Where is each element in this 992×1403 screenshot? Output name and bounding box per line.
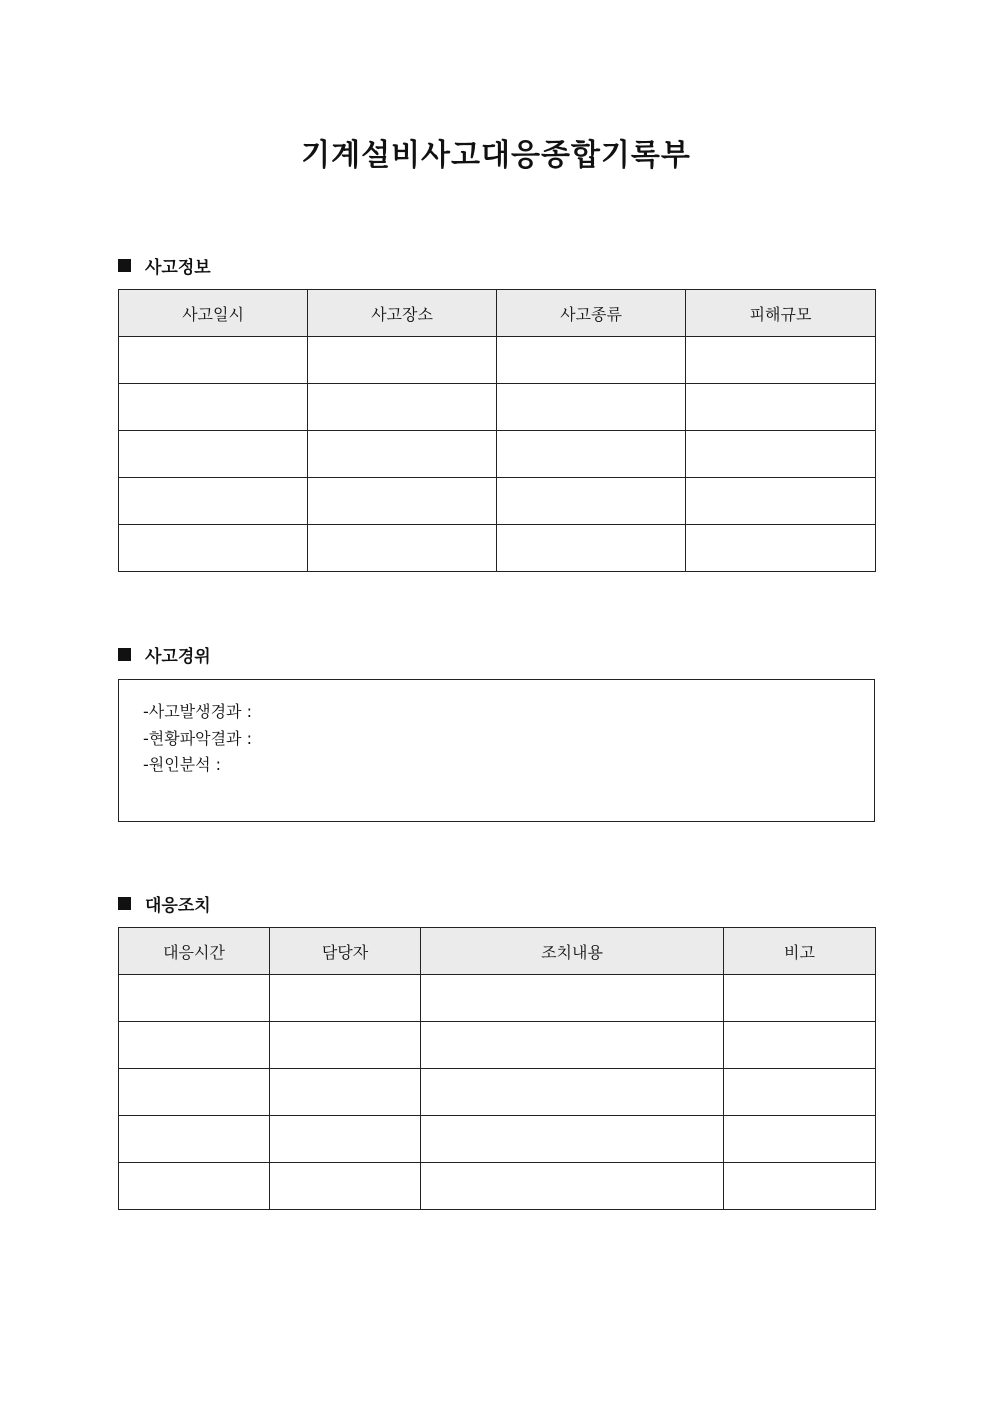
table-cell[interactable] bbox=[270, 1116, 421, 1163]
occurrence-progress-line: -사고발생경과 : bbox=[143, 702, 252, 721]
table-row bbox=[119, 1022, 876, 1069]
table-cell[interactable] bbox=[119, 337, 308, 384]
table-cell[interactable] bbox=[270, 1022, 421, 1069]
document-title: 기계설비사고대응종합기록부 bbox=[301, 138, 691, 173]
column-header: 사고종류 bbox=[497, 290, 686, 337]
column-header: 사고장소 bbox=[308, 290, 497, 337]
table-cell[interactable] bbox=[421, 975, 724, 1022]
table-cell[interactable] bbox=[270, 975, 421, 1022]
table-cell[interactable] bbox=[724, 975, 876, 1022]
section-heading-response-actions bbox=[118, 891, 211, 915]
table-header-row bbox=[119, 928, 876, 975]
table-row bbox=[119, 337, 876, 384]
column-header: 담당자 bbox=[270, 928, 421, 975]
table-row bbox=[119, 431, 876, 478]
table-cell[interactable] bbox=[270, 1069, 421, 1116]
table-cell[interactable] bbox=[119, 1022, 270, 1069]
table-cell[interactable] bbox=[119, 975, 270, 1022]
table-cell[interactable] bbox=[270, 1163, 421, 1210]
table-cell[interactable] bbox=[497, 384, 686, 431]
table-cell[interactable] bbox=[686, 525, 876, 572]
table-cell[interactable] bbox=[308, 384, 497, 431]
column-header: 조치내용 bbox=[421, 928, 724, 975]
table-row bbox=[119, 525, 876, 572]
square-bullet-icon bbox=[118, 259, 131, 272]
square-bullet-icon bbox=[118, 648, 131, 661]
table-cell[interactable] bbox=[497, 478, 686, 525]
table-cell[interactable] bbox=[421, 1116, 724, 1163]
response-actions-table bbox=[118, 927, 876, 1210]
table-cell[interactable] bbox=[119, 384, 308, 431]
table-cell[interactable] bbox=[119, 1116, 270, 1163]
table-cell[interactable] bbox=[497, 525, 686, 572]
column-header: 대응시간 bbox=[119, 928, 270, 975]
table-cell[interactable] bbox=[497, 431, 686, 478]
table-row bbox=[119, 1163, 876, 1210]
table-cell[interactable] bbox=[119, 1069, 270, 1116]
section-heading-label: 사고정보 bbox=[145, 257, 211, 278]
column-header: 피해규모 bbox=[686, 290, 876, 337]
table-cell[interactable] bbox=[308, 431, 497, 478]
table-cell[interactable] bbox=[119, 431, 308, 478]
table-cell[interactable] bbox=[308, 337, 497, 384]
table-cell[interactable] bbox=[421, 1163, 724, 1210]
section-heading-label: 대응조치 bbox=[145, 895, 211, 916]
accident-progress-box[interactable] bbox=[118, 679, 875, 822]
square-bullet-icon bbox=[118, 897, 131, 910]
table-header-row bbox=[119, 290, 876, 337]
table-cell[interactable] bbox=[308, 525, 497, 572]
section-heading-label: 사고경위 bbox=[145, 646, 211, 667]
table-cell[interactable] bbox=[119, 1163, 270, 1210]
table-cell[interactable] bbox=[497, 337, 686, 384]
table-row bbox=[119, 478, 876, 525]
column-header: 비고 bbox=[724, 928, 876, 975]
table-cell[interactable] bbox=[724, 1022, 876, 1069]
table-cell[interactable] bbox=[724, 1163, 876, 1210]
table-row bbox=[119, 1069, 876, 1116]
table-cell[interactable] bbox=[724, 1116, 876, 1163]
status-assessment-line: -현황파악결과 : bbox=[143, 728, 252, 748]
table-cell[interactable] bbox=[724, 1069, 876, 1116]
column-header: 사고일시 bbox=[119, 290, 308, 337]
section-heading-accident-progress bbox=[118, 642, 211, 666]
table-cell[interactable] bbox=[308, 478, 497, 525]
table-cell[interactable] bbox=[686, 384, 876, 431]
table-cell[interactable] bbox=[421, 1069, 724, 1116]
table-row bbox=[119, 975, 876, 1022]
table-row bbox=[119, 1116, 876, 1163]
table-cell[interactable] bbox=[686, 431, 876, 478]
table-row bbox=[119, 384, 876, 431]
accident-info-table bbox=[118, 289, 876, 572]
table-cell[interactable] bbox=[686, 337, 876, 384]
section-heading-accident-info bbox=[118, 253, 211, 277]
table-cell[interactable] bbox=[119, 478, 308, 525]
table-cell[interactable] bbox=[119, 525, 308, 572]
cause-analysis-line: -원인분석 : bbox=[143, 755, 222, 774]
table-cell[interactable] bbox=[686, 478, 876, 525]
table-cell[interactable] bbox=[421, 1022, 724, 1069]
